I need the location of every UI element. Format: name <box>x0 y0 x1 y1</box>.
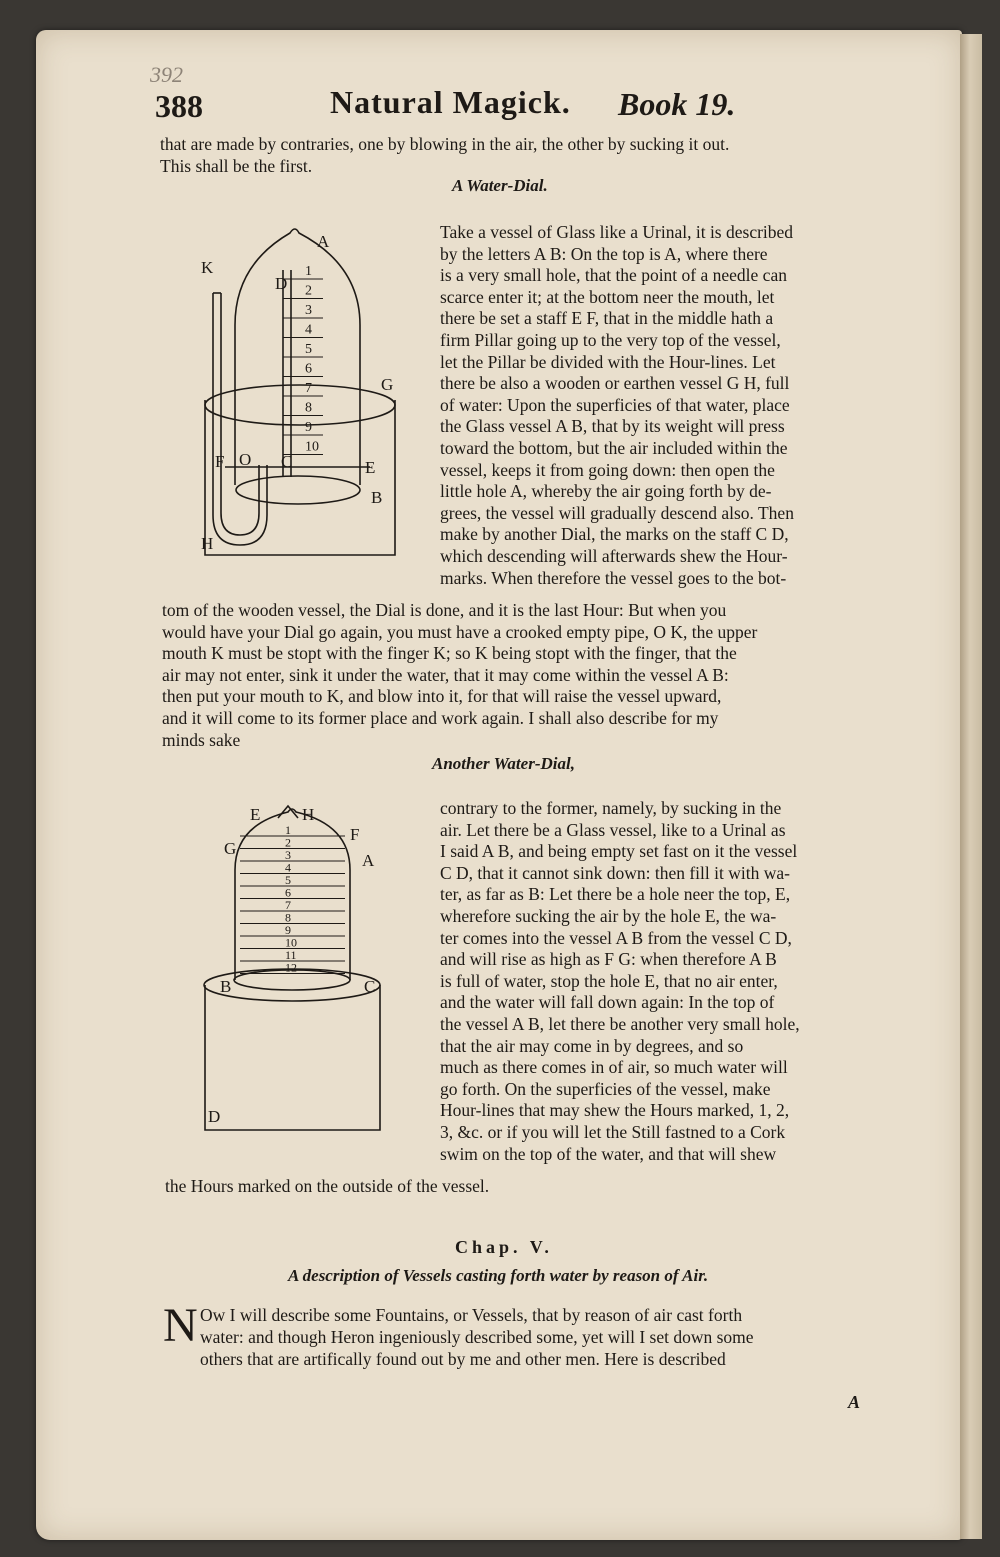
hour-mark: 9 <box>285 923 291 937</box>
body-line: let the Pillar be divided with the Hour-lines. Let <box>440 351 776 372</box>
body-line: ter comes into the vessel A B from the vessel C D, <box>440 927 792 948</box>
hour-mark: 9 <box>305 420 312 435</box>
figure-label-k: K <box>201 258 214 277</box>
page-number: 388 <box>155 88 203 124</box>
figure-label-c: C <box>364 977 376 996</box>
wooden-vessel-rim <box>205 385 395 425</box>
figure-label-d: D <box>275 274 288 293</box>
figure-label-a: A <box>362 851 375 870</box>
body-line: by the letters A B: On the top is A, where there <box>440 243 768 264</box>
water-dial-figure <box>195 215 420 565</box>
body-line: Take a vessel of Glass like a Urinal, it is described <box>440 222 794 242</box>
body-line: the Hours marked on the outside of the vessel. <box>165 1176 490 1196</box>
body-line: water: and though Heron ingeniously described some, yet will I set down some <box>200 1327 754 1347</box>
hour-mark: 11 <box>285 948 297 962</box>
book-label: Book 19. <box>618 86 736 122</box>
intro-line: that are made by contraries, one by blowing in the air, the other by sucking it out. <box>160 134 730 154</box>
vessel-cd-outline <box>205 985 380 1130</box>
body-line: I said A B, and being empty set fast on it the vessel <box>440 841 798 862</box>
body-line: air may not enter, sink it under the water, that it may come within the vessel A B: <box>162 664 729 685</box>
body-line: there be set a staff E F, that in the middle hath a <box>440 308 774 329</box>
catchword: A <box>848 1392 861 1412</box>
figure-label-f: F <box>215 452 225 471</box>
body-line: air. Let there be a Glass vessel, like to a Urinal as <box>440 819 786 840</box>
body-line: tom of the wooden vessel, the Dial is done, and it is the last Hour: But when you <box>162 600 727 620</box>
figure-label-g: G <box>224 839 237 858</box>
another-water-dial-figure <box>200 800 425 1140</box>
body-line: which descending will afterwards shew the Hour- <box>440 546 788 566</box>
body-line: swim on the top of the water, and that will shew <box>440 1143 777 1164</box>
drop-cap: N <box>163 1299 198 1352</box>
body-line: is full of water, stop the hole E, that no air enter, <box>440 970 778 991</box>
body-line: there be also a wooden or earthen vessel G H, full <box>440 373 790 394</box>
figure-label-b: B <box>220 977 232 996</box>
hour-lines <box>283 279 323 455</box>
hour-mark: 7 <box>285 898 291 912</box>
hour-mark: 6 <box>305 361 312 377</box>
figure-label-h: H <box>201 534 214 553</box>
body-line: would have your Dial go again, you must have a crooked empty pipe, O K, the upper <box>162 621 758 642</box>
body-line: little hole A, whereby the air going forth by de- <box>440 481 772 502</box>
figure-label-g: G <box>381 375 394 394</box>
body-line: grees, the vessel will gradually descend also. Then <box>440 502 794 523</box>
hour-mark: 1 <box>285 823 291 837</box>
body-line: 3, &c. or if you will let the Still fastned to a Cork <box>440 1122 786 1142</box>
body-line: that the air may come in by degrees, and so <box>440 1035 744 1056</box>
figure-label-e: E <box>250 805 261 824</box>
body-line: is a very small hole, that the point of a needle can <box>440 265 787 286</box>
body-line: scarce enter it; at the bottom neer the mouth, let <box>440 286 775 307</box>
body-line: contrary to the former, namely, by sucking in the <box>440 798 782 818</box>
body-line: then put your mouth to K, and blow into it, for that will raise the vessel upward, <box>162 686 722 707</box>
body-line: much as there comes in of air, so much water will <box>440 1057 788 1078</box>
body-line: the vessel A B, let there be another very small hole, <box>440 1014 800 1034</box>
hour-mark: 10 <box>305 439 319 455</box>
body-line: of water: Upon the superficies of that water, place <box>440 394 790 415</box>
body-line: go forth. On the superficies of the vessel, make <box>440 1078 771 1099</box>
hour-mark: 3 <box>285 848 291 862</box>
next-page-edge <box>960 34 982 1539</box>
wooden-vessel-outline <box>205 400 395 555</box>
hour-mark: 7 <box>305 381 312 396</box>
running-title: Natural Magick. <box>330 84 571 120</box>
figure-label-h: H <box>302 805 315 824</box>
body-line: toward the bottom, but the air included within the <box>440 438 788 458</box>
hour-mark: 8 <box>305 400 312 416</box>
body-line: wherefore sucking the air by the hole E, the wa- <box>440 906 777 926</box>
body-line: marks. When therefore the vessel goes to the bot- <box>440 567 787 588</box>
figure-label-f: F <box>350 825 360 844</box>
hour-mark: 6 <box>285 885 291 900</box>
hour-mark: 12 <box>285 960 297 975</box>
hour-mark: 5 <box>305 342 312 357</box>
body-line: Ow I will describe some Fountains, or Vessels, that by reason of air cast forth <box>200 1305 743 1325</box>
body-line: minds sake <box>162 729 241 750</box>
hour-mark: 1 <box>305 264 312 279</box>
body-line: others that are artifically found out by me and other men. Here is described <box>200 1349 726 1369</box>
section-heading-water-dial: A Water-Dial. <box>452 176 548 195</box>
body-line: make by another Dial, the marks on the staff C D, <box>440 524 789 545</box>
body-line: and it will come to its former place and work again. I shall also describe for my <box>162 708 719 728</box>
body-line: vessel, keeps it from going down: then open the <box>440 459 775 480</box>
body-line: Hour-lines that may shew the Hours marked, 1, 2, <box>440 1100 790 1121</box>
body-line: the Glass vessel A B, that by its weight will press <box>440 416 785 437</box>
hour-mark: 5 <box>285 873 291 887</box>
body-line: ter, as far as B: Let there be a hole neer the top, E, <box>440 884 791 905</box>
chapter-subtitle: A description of Vessels casting forth water by reason of Air. <box>288 1266 709 1285</box>
hour-mark: 8 <box>285 910 291 925</box>
hour-mark: 2 <box>285 835 291 850</box>
figure-label-e: E <box>365 458 376 477</box>
body-line: firm Pillar going up to the very top of the vessel, <box>440 330 781 350</box>
chapter-title: Chap. V. <box>455 1237 553 1257</box>
intro-line: This shall be the first. <box>160 156 313 176</box>
hour-mark: 4 <box>285 860 291 875</box>
figure-label-d: D <box>208 1107 221 1126</box>
hour-mark: 10 <box>285 935 297 950</box>
hour-mark: 3 <box>305 303 312 318</box>
figure-label-b: B <box>371 488 383 507</box>
body-line: and the water will fall down again: In the top of <box>440 992 775 1013</box>
body-line: mouth K must be stopt with the finger K; so K being stopt with the finger, that the <box>162 643 737 664</box>
pencil-annotation: 392 <box>150 62 183 87</box>
hour-mark: 2 <box>305 283 312 299</box>
glass-bell-base <box>236 476 360 504</box>
figure-label-o: O <box>239 450 252 469</box>
section-heading-another-water-dial: Another Water-Dial, <box>432 754 575 773</box>
hour-mark: 4 <box>305 322 312 338</box>
crooked-pipe <box>221 293 259 535</box>
figure-label-c: C <box>281 452 293 471</box>
figure-label-a: A <box>317 232 330 251</box>
body-line: C D, that it cannot sink down: then fill it with wa- <box>440 862 790 883</box>
body-line: and will rise as high as F G: when therefore A B <box>440 949 777 970</box>
